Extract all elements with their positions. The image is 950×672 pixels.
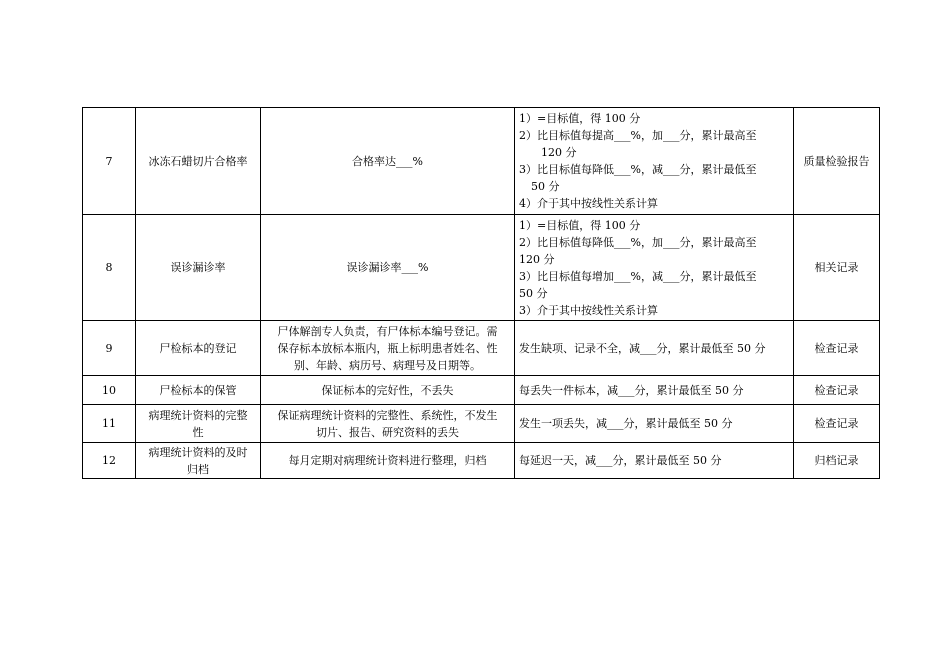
data-source: 检查记录 (794, 405, 880, 443)
row-number: 7 (83, 108, 136, 215)
target-standard (261, 321, 515, 376)
data-source: 检查记录 (794, 376, 880, 405)
scoring-rules (515, 321, 794, 376)
table-row (83, 376, 880, 405)
standard-line: 保证标本的完好性，不丢失 (321, 383, 454, 397)
indicator-name: 尸检标本的登记 (136, 321, 261, 376)
scoring-rules (515, 405, 794, 443)
scoring-rules (515, 376, 794, 405)
data-source: 归档记录 (794, 443, 880, 479)
scoring-line: 每延迟一天，减___分，累计最低至 50 分 (519, 454, 722, 467)
scoring-line: 50 分 (531, 180, 560, 193)
standard-line: 切片、报告、研究资料的丢失 (316, 425, 459, 439)
standard-line: 尸体解剖专人负责，有尸体标本编号登记。需 (277, 324, 498, 338)
target-standard: 合格率达___% (261, 108, 515, 215)
scoring-line: 3）比目标值每增加___%，减___分，累计最低至 (519, 269, 757, 283)
scoring-line: 3）介于其中按线性关系计算 (519, 303, 658, 317)
scoring-line: 1）=目标值，得 100 分 (519, 112, 641, 125)
name-line: 归档 (187, 462, 209, 476)
indicator-name: 误诊漏诊率 (136, 215, 261, 321)
scoring-rules (515, 215, 794, 321)
target-standard (261, 443, 515, 479)
standard-line: 保证病理统计资料的完整性、系统性，不发生 (277, 408, 498, 422)
indicator-name: 冰冻石蜡切片合格率 (136, 108, 261, 215)
scoring-line: 2）比目标值每提高___%，加___分，累计最高至 (519, 129, 757, 142)
name-line: 病理统计资料的完整 (148, 408, 248, 422)
data-source: 质量检验报告 (794, 108, 880, 215)
standard-line: 保存标本放标本瓶内，瓶上标明患者姓名、性 (277, 341, 498, 355)
table-row (83, 215, 880, 321)
scoring-line: 1）=目标值，得 100 分 (519, 218, 641, 232)
indicator-name (136, 443, 261, 479)
scoring-line: 每丢失一件标本，减___分，累计最低至 50 分 (519, 383, 744, 397)
scoring-rules (515, 443, 794, 479)
scoring-line: 50 分 (519, 286, 548, 300)
row-number: 9 (83, 321, 136, 376)
indicator-name: 尸检标本的保管 (136, 376, 261, 405)
table-row (83, 108, 880, 215)
target-standard (261, 405, 515, 443)
row-number: 12 (83, 443, 136, 479)
data-source: 相关记录 (794, 215, 880, 321)
target-standard (261, 376, 515, 405)
name-line: 性 (192, 425, 204, 439)
target-standard: 误诊漏诊率___% (261, 215, 515, 321)
standard-line: 每月定期对病理统计资料进行整理，归档 (288, 454, 487, 467)
scoring-line: 发生缺项、记录不全，减___分，累计最低至 50 分 (519, 341, 766, 355)
scoring-rules (515, 108, 794, 215)
indicator-name (136, 405, 261, 443)
row-number: 11 (83, 405, 136, 443)
table-row (83, 443, 880, 479)
scoring-line: 4）介于其中按线性关系计算 (519, 197, 658, 210)
row-number: 10 (83, 376, 136, 405)
table-row (83, 405, 880, 443)
standard-line: 别、年龄、病历号、病理号及日期等。 (294, 358, 481, 372)
scoring-line: 120 分 (541, 146, 577, 159)
scoring-line: 发生一项丢失，减___分，累计最低至 50 分 (519, 417, 733, 430)
table-row (83, 321, 880, 376)
row-number: 8 (83, 215, 136, 321)
scoring-line: 2）比目标值每降低___%，加___分，累计最高至 (519, 235, 757, 249)
data-source: 检查记录 (794, 321, 880, 376)
name-line: 病理统计资料的及时 (148, 445, 248, 459)
scoring-line: 120 分 (519, 252, 555, 266)
kpi-table (82, 107, 880, 479)
scoring-line: 3）比目标值每降低___%，减___分，累计最低至 (519, 163, 757, 176)
